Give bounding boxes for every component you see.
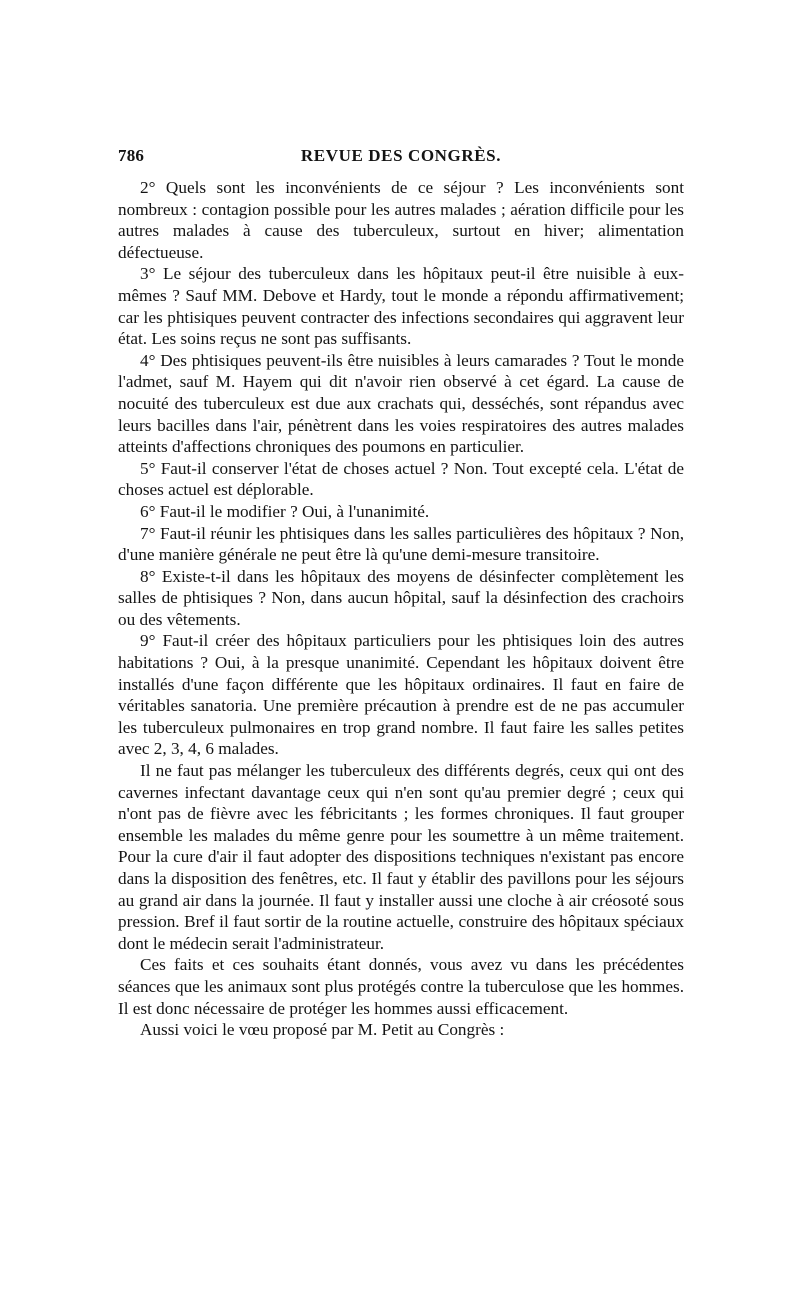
paragraph-question-5: 5° Faut-il conserver l'état de choses actuel ? Non. Tout excepté cela. L'état de choses actuel est déplorable.	[118, 458, 684, 500]
paragraph-conclusion: Ces faits et ces souhaits étant donnés, vous avez vu dans les précédentes séances que les animaux sont plus protégés contre la tuberculose que les hommes. Il est donc nécessaire de protéger les hommes aussi efficacement.	[118, 955, 684, 1018]
paragraph-degrees: Il ne faut pas mélanger les tuberculeux des différents degrés, ceux qui ont des cavernes infectant davantage ceux qui n'en sont qu'au premier degré ; ceux qui n'ont pas de fièvre avec les fébricitants ; les formes chroniques. Il faut grouper ensemble les malades du même genre pour les soumettre à un même traitement. Pour la cure d'air il faut adopter des dispositions techniques n'existant pas encore dans la disposition des fenêtres, etc. Il faut y établir des pavillons pour les séjours au grand air dans la journée. Il faut y installer aussi une cloche à air créosoté sous pression. Bref il faut sortir de la routine actuelle, construire des hôpitaux spéciaux dont le médecin serait l'administrateur.	[118, 761, 684, 953]
paragraph-question-7: 7° Faut-il réunir les phtisiques dans les salles particulières des hôpitaux ? Non, d'une manière générale ne peut être là qu'une demi-mesure transitoire.	[118, 523, 684, 565]
paragraph-question-8: 8° Existe-t-il dans les hôpitaux des moyens de désinfecter complètement les salles de phtisiques ? Non, dans aucun hôpital, sauf la désinfection des crachoirs ou des vêtements.	[118, 566, 684, 629]
page-number: 786	[118, 146, 145, 165]
paragraph-question-6: 6° Faut-il le modifier ? Oui, à l'unanimité.	[140, 501, 430, 521]
body-text	[118, 177, 684, 1041]
paragraph-question-4: 4° Des phtisiques peuvent-ils être nuisibles à leurs camarades ? Tout le monde l'admet, sauf M. Hayem qui dit n'avoir rien observé à cet égard. La cause de nocuité des tuberculeux est due aux crachats qui, desséchés, sont répandus avec leurs bacilles dans l'air, pénètrent dans les voies respiratoires des autres malades atteints d'affections chroniques des poumons en particulier.	[118, 350, 684, 457]
running-title: REVUE DES CONGRÈS.	[300, 146, 502, 165]
paragraph-vow-intro: Aussi voici le vœu proposé par M. Petit au Congrès :	[140, 1020, 505, 1040]
paragraph-question-2: 2° Quels sont les inconvénients de ce séjour ? Les inconvénients sont nombreux : contagion possible pour les autres malades ; aération difficile pour les autres malades à cause des tuberculeux, surtout en hiver; alimentation défectueuse.	[118, 178, 684, 262]
page-header	[118, 146, 684, 168]
paragraph-question-3: 3° Le séjour des tuberculeux dans les hôpitaux peut-il être nuisible à eux-mêmes ? Sauf MM. Debove et Hardy, tout le monde a répondu affirmativement; car les phtisiques peuvent contracter des infections secondaires qui aggravent leur état. Les soins reçus ne sont pas suffisants.	[118, 264, 684, 349]
paragraph-question-9: 9° Faut-il créer des hôpitaux particuliers pour les phtisiques loin des autres habitations ? Oui, à la presque unanimité. Cependant les hôpitaux doivent être installés d'une façon différente que les hôpitaux ordinaires. Il faut en faire de véritables sanatoria. Une première précaution à prendre est de ne pas accumuler les tuberculeux pulmonaires en trop grand nombre. Il faut faire les salles petites avec 2, 3, 4, 6 malades.	[118, 631, 684, 759]
